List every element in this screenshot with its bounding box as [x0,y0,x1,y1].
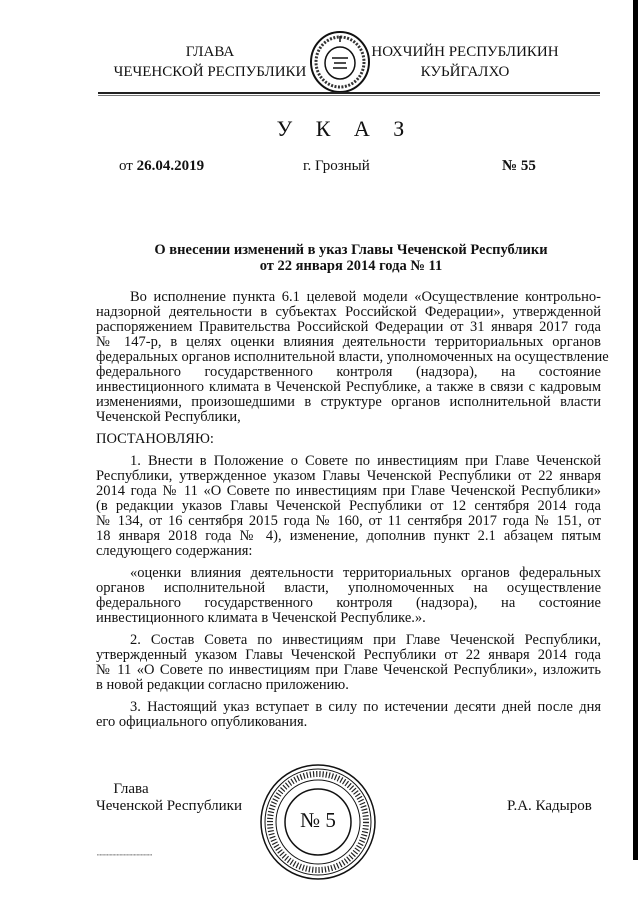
paragraph-line: инвестиционного климата в Чеченской Республике, а также в связи с кадровым [96,379,601,395]
paragraph [96,454,601,559]
paragraph-line: федерального государственного контроля (надзора), на состояние [96,595,601,611]
signature-position-line: Глава [113,781,149,797]
signature-position [96,781,166,798]
paragraph-line: «оценки влияния деятельности территориальных органов федеральных [130,565,601,581]
header-left-line: ГЛАВА [185,44,235,60]
header-divider-thin [98,95,600,96]
official-stamp [258,762,378,882]
paragraph [96,566,601,626]
paragraph-line: № 134, от 16 сентября 2015 года № 160, от 11 сентября 2017 года № 151, от [96,513,601,529]
paragraph-line: инвестиционного климата в Чеченской Республике.». [96,610,426,626]
paragraph-line: ПОСТАНОВЛЯЮ: [96,431,214,447]
paragraph [96,633,601,693]
paragraph-line: 2. Состав Совета по инвестициям при Главе Чеченской Республики, [130,632,601,648]
title-line: от 22 января 2014 года № 11 [259,258,443,274]
paragraph [96,289,609,425]
document-date [119,158,204,175]
paragraph-line: Республики, утвержденное указом Главы Чеченской Республики от 22 января [96,468,601,484]
document-number: № 55 [502,158,536,174]
paragraph-line: № 147-р, в целях оценки влияния деятельности территориальных органов [96,334,601,350]
header-right-line: КУЬЙГАЛХО [420,64,510,80]
paragraph-line: № 11 «О Совете по инвестициям при Главе Чеченской Республики», изложить [96,662,601,678]
header-right-line: НОХЧИЙН РЕСПУБЛИКИН [371,44,559,60]
document-body [96,289,609,737]
header-divider [98,92,600,94]
paragraph-line: федеральных органов исполнительной власти, уполномоченных на осуществление [96,349,609,365]
paragraph-line: изменениями, произошедшими в структуре органов исполнительной власти [96,394,601,410]
paragraph-line: его официального опубликования. [96,714,308,730]
paragraph-line: 2014 года № 11 «О Совете по инвестициям при Главе Чеченской Республики» [96,483,601,499]
signature-position-line: Чеченской Республики [96,798,242,814]
header-left [90,42,330,82]
header-right [345,42,585,82]
paragraph [96,432,601,447]
document-type: У К А З [276,116,414,141]
paragraph-line: Во исполнение пункта 6.1 целевой модели «Осуществление контрольно- [130,289,601,305]
paragraph-line: следующего содержания: [96,543,253,559]
paragraph-line: федерального государственного контроля (надзора), на состояние [96,364,601,380]
paragraph-line: (в редакции указов Главы Чеченской Республики от 12 сентября 2014 года [96,498,601,514]
paragraph-line: Чеченской Республики, [96,409,241,425]
date-prefix: от [119,158,133,174]
signatory-name: Р.А. Кадыров [507,798,592,814]
paragraph-line: утвержденный указом Главы Чеченской Республики от 22 января 2014 года [96,647,601,663]
paragraph-line: распоряжением Правительства Российской Федерации от 31 января 2017 года [96,319,601,335]
paragraph-line: органов исполнительной власти, уполномоченных на осуществление [96,580,601,596]
title-line: О внесении изменений в указ Главы Чеченской Республики [154,242,548,258]
paragraph-line: 1. Внести в Положение о Совете по инвестициям при Главе Чеченской [130,453,601,469]
paragraph [96,700,601,730]
paragraph-line: 3. Настоящий указ вступает в силу по истечении десяти дней после дня [130,699,601,715]
paragraph-line: 18 января 2018 года № 4), изменение, дополнив пункт 2.1 абзацем пятым [96,528,601,544]
header-left-line: ЧЕЧЕНСКОЙ РЕСПУБЛИКИ [113,64,307,80]
stamp-number: № 5 [300,808,336,832]
paragraph-line: в новой редакции согласно приложению. [96,677,349,693]
document-city: г. Грозный [303,158,370,174]
document-title [96,242,606,274]
date-value: 26.04.2019 [136,158,205,174]
footer-filename-mark: ▪▪▪▪▪▪▪▪▪▪▪▪▪▪▪▪▪▪▪▪▪▪▪▪▪▪▪▪▪▪▪▪▪▪▪▪▪▪▪ [97,852,153,857]
paragraph-line: надзорной деятельности в субъектах Российской Федерации», утвержденной [96,304,601,320]
